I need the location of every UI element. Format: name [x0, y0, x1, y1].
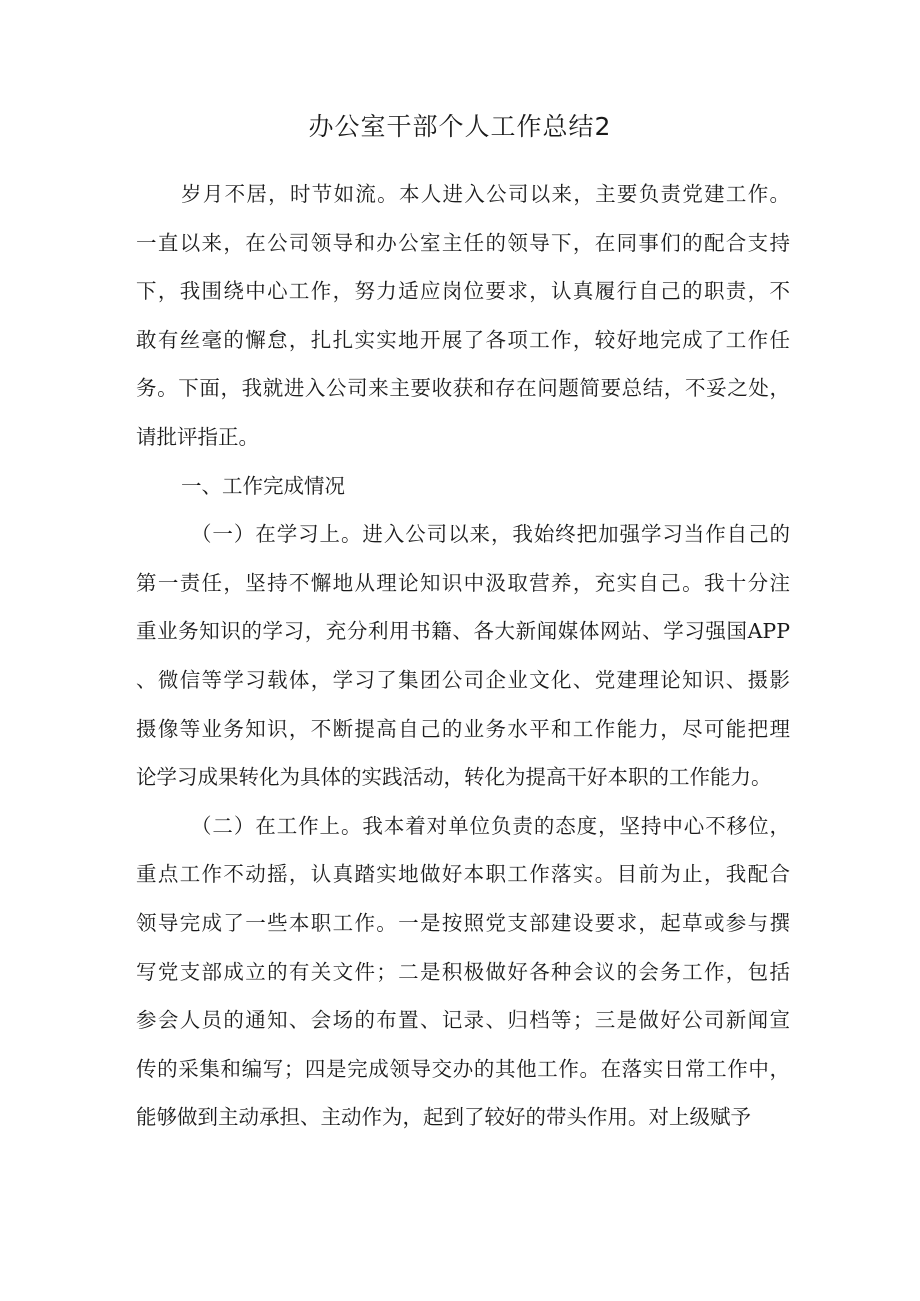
text-line: 岁月不居，时节如流。本人进入公司以来，主要负责党建工作。 — [181, 182, 790, 206]
text-line: 写党支部成立的有关文件；二是积极做好各种会议的会务工作，包括 — [136, 959, 790, 984]
paragraph-study — [136, 510, 790, 802]
text-line: 重点工作不动摇，认真踏实地做好本职工作落实。目前为止，我配合 — [136, 862, 790, 887]
text-line: 敢有丝毫的懈怠，扎扎实实地开展了各项工作，较好地完成了工作任 — [136, 327, 790, 352]
text-line: 领导完成了一些本职工作。一是按照党支部建设要求，起草或参与撰 — [136, 910, 790, 935]
text-line: （二）在工作上。我本着对单位负责的态度，坚持中心不移位， — [191, 813, 790, 838]
text-line: 摄像等业务知识，不断提高自己的业务水平和工作能力，尽可能把理 — [136, 716, 790, 741]
text-line: 务。下面，我就进入公司来主要收获和存在问题简要总结，不妥之处， — [136, 376, 790, 401]
section-heading — [136, 462, 790, 511]
text-line: 传的采集和编写；四是完成领导交办的其他工作。在落实日常工作中， — [136, 1056, 790, 1081]
section-heading-text: 一、工作完成情况 — [181, 473, 345, 498]
paragraph-intro — [136, 170, 790, 462]
text-line: 参会人员的通知、会场的布置、记录、归档等；三是做好公司新闻宣 — [136, 1008, 790, 1033]
text-line: 、微信等学习载体，学习了集团公司企业文化、党建理论知识、摄影 — [136, 667, 790, 692]
document-body — [136, 170, 790, 1142]
document-title: 办公室干部个人工作总结2 — [308, 112, 612, 141]
text-line: 能够做到主动承担、主动作为，起到了较好的带头作用。对上级赋予 — [136, 1105, 751, 1130]
text-line: 重业务知识的学习，充分利用书籍、各大新闻媒体网站、学习强国APP — [136, 619, 790, 644]
text-line: 论学习成果转化为具体的实践活动，转化为提高干好本职的工作能力。 — [136, 765, 772, 790]
text-line: 请批评指正。 — [136, 424, 259, 449]
text-line: 第一责任，坚持不懈地从理论知识中汲取营养，充实自己。我十分注 — [136, 570, 790, 595]
text-line: 一直以来，在公司领导和办公室主任的领导下，在同事们的配合支持 — [136, 230, 790, 255]
paragraph-work — [136, 802, 790, 1142]
text-line: 下，我围绕中心工作，努力适应岗位要求，认真履行自己的职责，不 — [136, 279, 790, 304]
text-line: （一）在学习上。进入公司以来，我始终把加强学习当作自己的 — [191, 522, 790, 547]
